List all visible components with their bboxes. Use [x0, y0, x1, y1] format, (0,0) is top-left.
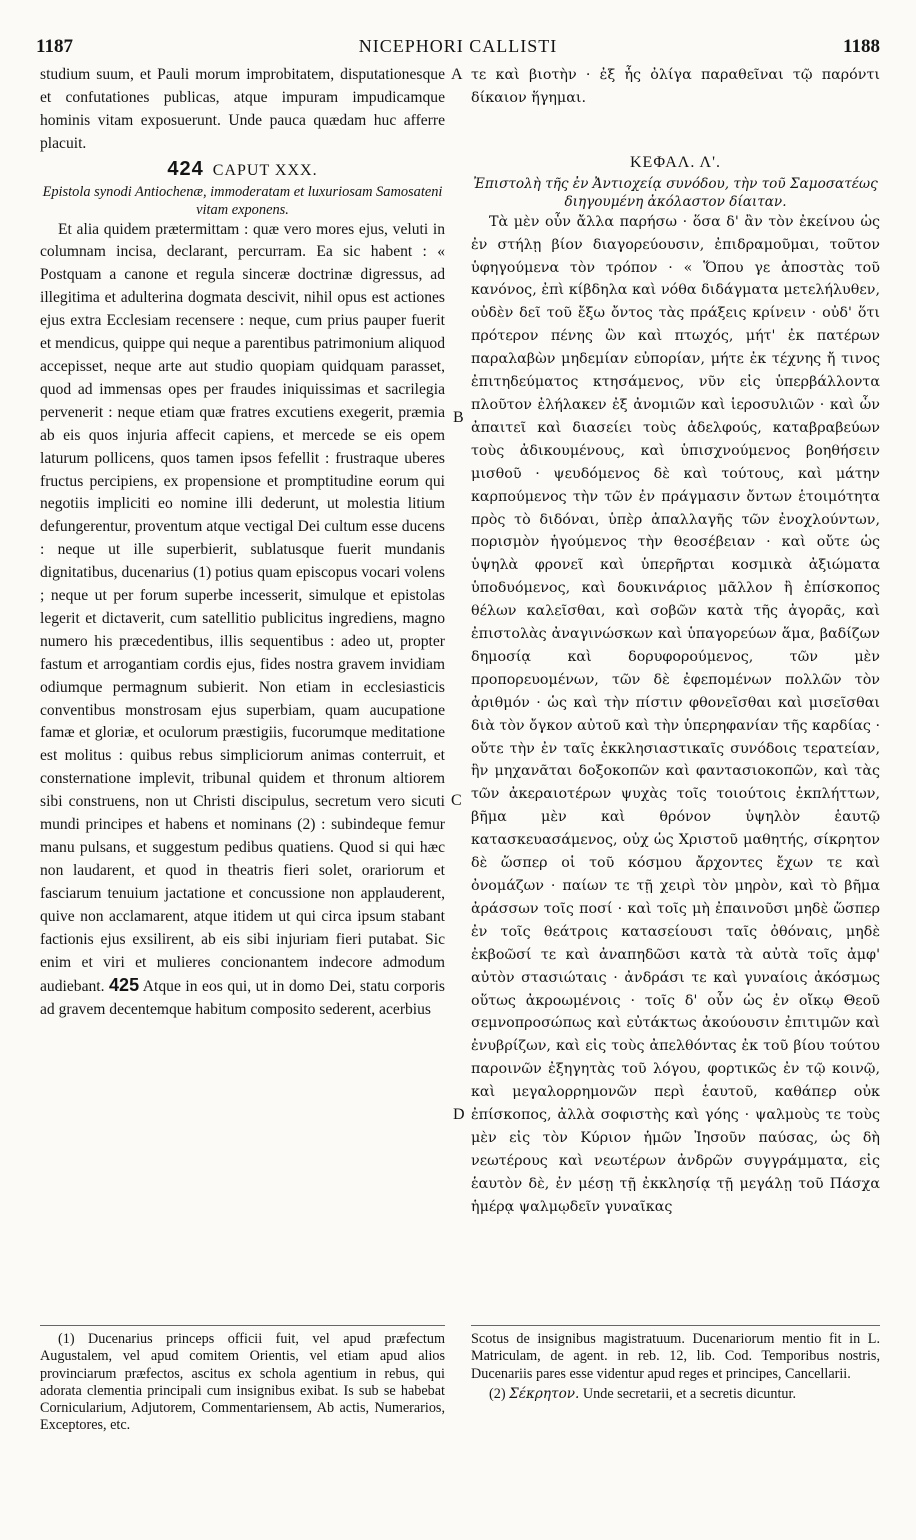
latin-body-text: Et alia quidem prætermittam : quæ vero mores ejus, veluti in columnam incisa, declarant, percurram. Ea sic habent : « Postquam a canone et regula sinceræ doctrinæ digressus, ad illegitima et adulterina dogmata descivit, nihil opus est actiones ejus extra Ecclesiam recensere : neque, cum prius pauper fuerit et mendicus, quippe qui neque a parentibus patrimonium aliquod accepisset, neque arte aut studio quopiam quidquam parasset, quod ad immensas opes per fraudes iniquissimas et sacrilegia pervenerit : neque etiam quæ fratres excutiens exegerit, præmia ab eis quos injuria affecit capiens, et mercede se eis opem laturum pollicens, quos tamen ipsos fefellit : frustraque uberes fructus percipiens, ex propensione et promptitudine eorum qui negotiis impliciti eo nomine illi dederunt, ut molestia litium defungerentur, proventum atque vectigal Dei cultum esse ducens : neque ut ille superbierit, sublatusque fuerit mundanis dignitatibus, ducenarius (1) potius quam episcopus vocari volens ; neque ut per forum superbe incesserit, simulque et epistolas legerit et dictaverit, cum satellitio publicitus ingrediens, magno numero his præcedentibus, illis sequentibus : adeo ut, propter fastum et arrogantiam cordis ejus, fides nostra gravem invidiam odiumque permagnum subierit. Non etiam in ecclesiasticis conventibus monstrosam ejus superbiam, quam aucupatione famæ et gloriæ, et oculorum præstigiis, fucorumque meditatione est molitus : quibus rebus simpliciorum animas conterruit, et consternatione implevit, tribunal quidem et thronum altiorem sibi construens, non ut Christi discipulus, secretum vero sicuti mundi principes et habens et nominans (2) : subindeque femur manu pulsans, et suggestum pedibus quatiens. Quod si qui hæc non laudarent, et quod in theatris fieri solet, orariorum et fasciarum tenuium jactatione et concussione non applauderent, quive non acclamarent, atque itidem ut qui circa ipsum stabant factionis ejus exsilirent, ab eis sibi injuriam fieri putabat. Sic enim et viri et mulieres concionantem indecore admodum audiebant.	[40, 220, 445, 996]
footnote-2-marker: (2)	[489, 1385, 506, 1402]
footnote-divider-left	[40, 1325, 445, 1326]
footnote-1-continued: Scotus de insignibus magistratuum. Ducenariorum mentio fit in L. Matriculam, de agent. in reb. 12, lib. Cod. Temporibus nostris, Ducenariis pares esse videntur apud reges et principes, Cancellarii.	[471, 1331, 880, 1382]
latin-body-continued: Atque in eos qui, ut in domo Dei, statu corporis ad gravem decentemque habitum composito sederent, acerbius	[40, 978, 445, 1019]
greek-chapter-heading: ΚΕΦΑΛ. Λ'.	[629, 153, 721, 171]
inline-section-number: 425	[109, 975, 140, 996]
greek-body: Τὰ μὲν οὖν ἄλλα παρήσω · ὅσα δ' ἂν τὸν ἐκείνου ὡς ἐν στήλῃ βίον διαγορεύουσιν, ἐπιδραμοῦμαι, τοῦτον ὑφηγούμενα τὸν τρόπον · « Ὅπου γε ἀποστὰς τοῦ κανόνος, ἐπὶ κίβδηλα καὶ νόθα διδάγματα μετελήλυθεν, οὐδὲν δεῖ τοῦ ἔξω ὄντος τὰς πράξεις κρίνειν · οὐδ' ὅτι πρότερον πένης ὢν καὶ πτωχός, μήτ' ἐκ πατέρων παραλαβὼν μηδεμίαν εὐπορίαν, μήτε ἐκ τέχνης ἤ τινος ἐπιτηδεύματος κτησάμενος, νῦν εἰς ὑπερβάλλοντα πλοῦτον ἐλήλακεν ἐξ ἀνομιῶν καὶ ἱεροσυλιῶν · καὶ ὧν ἀπαιτεῖ καὶ διασείει τοὺς ἀδελφούς, καταβραβεύων τοὺς ἀδικουμένους, καὶ ὑπισχνούμενος βοηθήσειν μισθοῦ · ψευδόμενος δὲ καὶ τούτους, καὶ μάτην καρπούμενος τὴν τῶν ἐν πράγμασιν ὄντων ἑτοιμότητα πρὸς τὸ διδόναι, ὑπὲρ ἀπαλλαγῆς τῶν ἐνοχλούντων, πορισμὸν ἡγούμενος τὴν θεοσέβειαν · καὶ οὔτε ὡς ὑψηλὰ φρονεῖ καὶ ὑπερῆρται κοσμικὰ ἀξιώματα ὑποδυόμενος, καὶ δουκινάριος μᾶλλον ἢ ἐπίσκοπος θέλων καλεῖσθαι, καὶ σοβῶν κατὰ τῆς ἀγορᾶς, καὶ ἐπιστολὰς ἀναγινώσκων καὶ ὑπαγορεύων ἅμα, βαδίζων δημοσίᾳ καὶ δορυφορούμενος, τῶν μὲν προπορευομένων, τῶν δὲ ἐφεπομένων πολλῶν τὸν ἀριθμόν · ὡς καὶ τὴν πίστιν φθονεῖσθαι καὶ μισεῖσθαι διὰ τὸν ὄγκον αὐτοῦ καὶ τὴν ὑπερηφανίαν τῆς καρδίας · οὔτε τὴν ἐν ταῖς ἐκκλησιαστικαῖς συνόδοις τερατείαν, ἣν μηχανᾶται δοξοκοπῶν καὶ φαντασιοκοπῶν, καὶ τὰς τῶν ἀκεραιοτέρων ψυχὰς τοῖς τοιούτοις ἐκπλήττων, βῆμα μὲν καὶ θρόνον ὑψηλὸν ἑαυτῷ κατασκευασάμενος, οὐχ ὡς Χριστοῦ μαθητής, σίκρητον δὲ ὥσπερ οἱ τοῦ κόσμου ἄρχοντες ἔχων τε καὶ ὀνομάζων · παίων τε τῇ χειρὶ τὸν μηρὸν, καὶ τὸ βῆμα ἀράσσων τοῖς ποσί · καὶ τοῖς μὴ ἐπαινοῦσι μηδὲ ὥσπερ ἐν τοῖς θεάτροις κατασείουσι ταῖς ὀθόναις, μηδὲ ἐκβοῶσί τε καὶ ἀναπηδῶσι κατὰ τὰ αὐτὰ τοῖς ἀμφ' αὐτὸν στασιώταις · ἀνδράσι τε καὶ γυναίοις ἀκόσμως οὕτως ἀκροωμένοις · τοῖς δ' οὖν ὡς ἐν οἴκῳ Θεοῦ σεμνοπροσώπως καὶ εὐτάκτως ἀκούουσιν ἐπιτιμῶν καὶ ἐνυβρίζων, καὶ εἰς τοὺς ἀπελθόντας ἐκ τοῦ βίου τούτου παροινῶν ἐξηγητὰς τοῦ λόγου, φορτικῶς ἐν τῷ κοινῷ, καὶ μεγαλορρημονῶν περὶ ἑαυτοῦ, καθάπερ οὐκ ἐπίσκοπος, ἀλλὰ σοφιστὴς καὶ γόης · ψαλμοὺς τε τοὺς μὲν εἰς τὸν Κύριον ἡμῶν Ἰησοῦν παύσας, ὡς δὴ νεωτέρους καὶ νεωτέρων ἀνδρῶν συγγράμματα, εἰς ἑαυτὸν δὲ, ἐν μέσῃ τῇ ἐκκλησίᾳ τῇ μεγάλῃ τοῦ Πάσχα ἡμέρᾳ ψαλμῳδεῖν γυναῖκας	[471, 213, 880, 1215]
margin-marker-c: C	[451, 792, 462, 809]
running-title: NICEPHORI CALLISTI	[358, 36, 558, 56]
footnote-divider-right	[471, 1325, 880, 1326]
margin-marker-b: B	[453, 409, 464, 426]
footnote-2-term: Σέκρητον.	[509, 1385, 580, 1402]
footnote-2-text: Unde secretarii, et a secretis dicuntur.	[582, 1385, 797, 1402]
running-head	[36, 36, 880, 60]
greek-chapter-subtitle: Ἐπιστολὴ τῆς ἐν Ἀντιοχείᾳ συνόδου, τὴν τοῦ Σαμοσατέως διηγουμένη ἀκόλαστον δίαιταν.	[473, 175, 878, 210]
latin-chapter-subtitle: Epistola synodi Antiochenæ, immoderatam et luxuriosam Samosateni vitam exponens.	[42, 183, 443, 218]
latin-intro: studium suum, et Pauli morum improbitatem, disputationesque et confutationes publicas, atque impuram impudicamque hominis vitam exposuerunt. Unde pauca quædam huc afferre placuit.	[40, 66, 445, 152]
page-number-left: 1187	[36, 36, 73, 57]
page-number-right: 1188	[843, 36, 880, 57]
latin-column	[40, 64, 445, 1022]
latin-body	[40, 219, 445, 1023]
chapter-label: CAPUT XXX.	[212, 161, 318, 179]
footnotes-left	[40, 1331, 445, 1435]
margin-marker-d: D	[453, 1106, 465, 1123]
latin-chapter-heading	[40, 158, 445, 183]
footnote-2	[471, 1383, 880, 1406]
chapter-number: 424	[167, 157, 204, 180]
greek-column	[471, 64, 880, 1219]
margin-marker-a: A	[451, 66, 463, 83]
footnotes-right	[471, 1331, 880, 1406]
greek-intro: τε καὶ βιοτὴν · ἐξ ἧς ὀλίγα παραθεῖναι τῷ παρόντι δίκαιον ἥγημαι.	[471, 67, 880, 106]
footnote-1: (1) Ducenarius princeps officii fuit, vel apud præfectum Augustalem, vel apud comitem Orientis, vel etiam apud alios provinciarum præfectos, ascitus ex schola agentium in rebus, qui adorata clementia principali cum insignibus exibat. Is sub se habebat Cornicularium, Adjutorem, Commentariensem, Ab actis, Numerarios, Exceptores, etc.	[40, 1331, 445, 1434]
spacer	[471, 110, 880, 150]
